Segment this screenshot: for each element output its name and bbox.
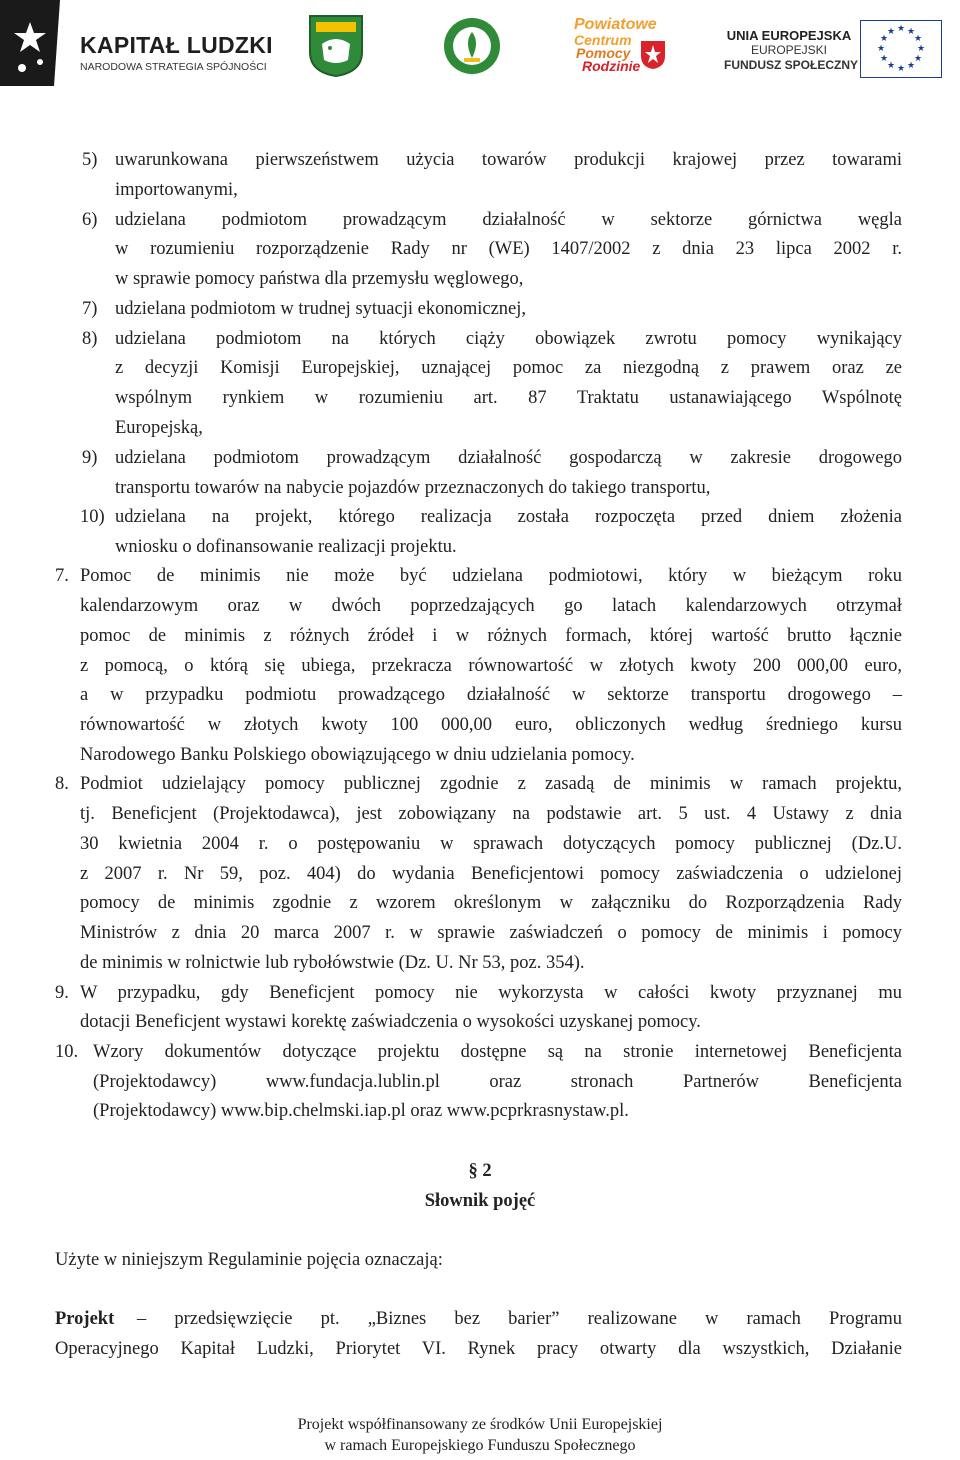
item-8-line: Europejską, (115, 418, 203, 438)
definition-line: – przedsięwzięcie pt. „Biznes bez barier” realizowane w ramach Programu (137, 1309, 902, 1329)
item-6-line: w sprawie pomocy państwa dla przemysłu węglowego, (115, 269, 524, 289)
point-9-number: 9. (55, 983, 69, 1003)
point-7-line: z pomocą, o którą się ubiega, przekracza równowartość w złotych kwoty 200 000,00 euro, (80, 656, 902, 676)
point-7-line: pomoc de minimis z różnych źródeł i w różnych formach, której wartość brutto łącznie (80, 626, 902, 646)
item-8-line: wspólnym rynkiem w rozumieniu art. 87 Traktatu ustanawiającego Wspólnotę (115, 388, 902, 408)
point-8-line: Ministrów z dnia 20 marca 2007 r. w sprawie zaświadczeń o pomocy de minimis i pomocy (80, 923, 902, 943)
svg-text:★: ★ (879, 54, 889, 64)
item-5-number: 5) (82, 150, 98, 170)
point-8-line: 30 kwietnia 2004 r. o postępowaniu w sprawach dotyczących pomocy publicznej (Dz.U. (80, 834, 902, 854)
point-9-line: dotacji Beneficjent wystawi korektę zaświadczenia o wysokości uzyskanej pomocy. (80, 1012, 701, 1032)
definition-line: Operacyjnego Kapitał Ludzki, Priorytet VI. Rynek pracy otwarty dla wszystkich, Działanie (55, 1339, 902, 1359)
item-9-number: 9) (82, 448, 98, 468)
point-8-line: Podmiot udzielający pomocy publicznej zgodnie z zasadą de minimis w ramach projektu, (80, 774, 902, 794)
powiat-coat-of-arms-icon (308, 14, 364, 78)
item-5-line: uwarunkowana pierwszeństwem użycia towarów produkcji krajowej przez towarami (115, 150, 902, 170)
item-6-line: udzielana podmiotom prowadzącym działalność w sektorze górnictwa węgla (115, 210, 902, 230)
point-8-number: 8. (55, 774, 69, 794)
ue-text-block (724, 28, 859, 73)
point-10-line: (Projektodawcy) www.fundacja.lublin.pl oraz stronach Partnerów Beneficjenta (93, 1072, 902, 1092)
item-10-line: wniosku o dofinansowanie realizacji projektu. (115, 537, 457, 557)
item-9-line: udzielana podmiotom prowadzącym działalność gospodarczą w zakresie drogowego (115, 448, 902, 468)
svg-text:★: ★ (913, 34, 923, 44)
item-6-number: 6) (82, 210, 98, 230)
point-9-line: W przypadku, gdy Beneficjent pomocy nie wykorzysta w całości kwoty przyznanej mu (80, 983, 902, 1003)
footer-line: w ramach Europejskiego Funduszu Społecznego (324, 1437, 636, 1454)
item-9-line: transportu towarów na nabycie pojazdów przeznaczonych do takiego transportu, (115, 478, 711, 498)
item-5-line: importowanymi, (115, 180, 238, 200)
point-8-line: tj. Beneficjent (Projektodawca), jest zobowiązany na podstawie art. 5 ust. 4 Ustawy z dnia (80, 804, 902, 824)
ue-line2: EUROPEJSKI (750, 43, 828, 57)
item-10-number: 10) (80, 507, 105, 527)
kapital-ludzki-title: KAPITAŁ LUDZKI (80, 32, 273, 58)
point-7-line: a w przypadku podmiotu prowadzącego działalność w sektorze transportu drogowego – (80, 685, 902, 705)
svg-text:★: ★ (906, 27, 916, 37)
header-logos (0, 0, 960, 90)
kapital-ludzki-logo (0, 0, 72, 86)
section-intro: Użyte w niniejszym Regulaminie pojęcia oznaczają: (55, 1250, 443, 1270)
fundacja-seal-icon (442, 16, 502, 76)
item-7-line: udzielana podmiotom w trudnej sytuacji ekonomicznej, (115, 299, 527, 319)
point-7-line: Narodowego Banku Polskiego obowiązującego w dniu udzielania pomocy. (80, 745, 635, 765)
pcpr-logo-line4: Rodzinie (582, 58, 641, 74)
point-7-number: 7. (55, 566, 69, 586)
item-8-line: udzielana podmiotom na których ciąży obowiązek zwrotu pomocy wynikający (115, 329, 902, 349)
pcpr-logo-line2: Centrum (574, 32, 632, 48)
point-10-number: 10. (55, 1042, 79, 1062)
point-8-line: de minimis w rolnictwie lub rybołówstwie (Dz. U. Nr 53, poz. 354). (80, 953, 585, 973)
svg-text:★: ★ (879, 34, 889, 44)
point-8-line: z 2007 r. Nr 59, poz. 404) do wydania Beneficjentowi pomocy zaświadczenia o udzielonej (80, 864, 902, 884)
svg-text:★: ★ (916, 44, 926, 54)
svg-text:★: ★ (896, 24, 906, 34)
item-8-number: 8) (82, 329, 98, 349)
svg-text:★: ★ (913, 54, 923, 64)
pcpr-shield-icon (640, 40, 666, 70)
point-7-line: kalendarzowym oraz w dwóch poprzedzających go latach kalendarzowych otrzymał (80, 596, 902, 616)
point-7-line: Pomoc de minimis nie może być udzielana podmiotowi, który w bieżącym roku (80, 566, 902, 586)
pcpr-logo-line1: Powiatowe (574, 16, 657, 33)
item-7-number: 7) (82, 299, 98, 319)
footer-line: Projekt współfinansowany ze środków Unii Europejskiej (297, 1416, 663, 1433)
ue-line3: FUNDUSZ SPOŁECZNY (724, 58, 859, 72)
point-8-line: pomocy de minimis zgodnie z wzorem określonym w załączniku do Rozporządzenia Rady (80, 893, 902, 913)
kapital-ludzki-subtitle: NARODOWA STRATEGIA SPÓJNOŚCI (80, 61, 267, 73)
svg-text:★: ★ (906, 61, 916, 71)
item-6-line: w rozumieniu rozporządzenie Rady nr (WE) 1407/2002 z dnia 23 lipca 2002 r. (115, 239, 902, 259)
svg-text:★: ★ (886, 27, 896, 37)
svg-text:★: ★ (886, 61, 896, 71)
section-title: Słownik pojęć (424, 1191, 536, 1211)
ue-line1: UNIA EUROPEJSKA (726, 28, 852, 43)
point-7-line: równowartość w złotych kwoty 100 000,00 euro, obliczonych według średniego kursu (80, 715, 902, 735)
item-10-line: udzielana na projekt, którego realizacja została rozpoczęta przed dniem złożenia (115, 507, 902, 527)
section-number: § 2 (468, 1161, 492, 1181)
svg-text:★: ★ (876, 44, 886, 54)
item-8-line: z decyzji Komisji Europejskiej, uznającej pomoc za niezgodną z prawem oraz ze (115, 358, 902, 378)
eu-flag-icon (860, 20, 942, 78)
pcpr-logo-line3: Pomocy (576, 45, 631, 61)
point-10-line: Wzory dokumentów dotyczące projektu dostępne są na stronie internetowej Beneficjenta (93, 1042, 902, 1062)
svg-text:★: ★ (896, 64, 906, 74)
definition-term: Projekt (55, 1309, 115, 1329)
point-10-line: (Projektodawcy) www.bip.chelmski.iap.pl oraz www.pcprkrasnystaw.pl. (93, 1101, 629, 1121)
